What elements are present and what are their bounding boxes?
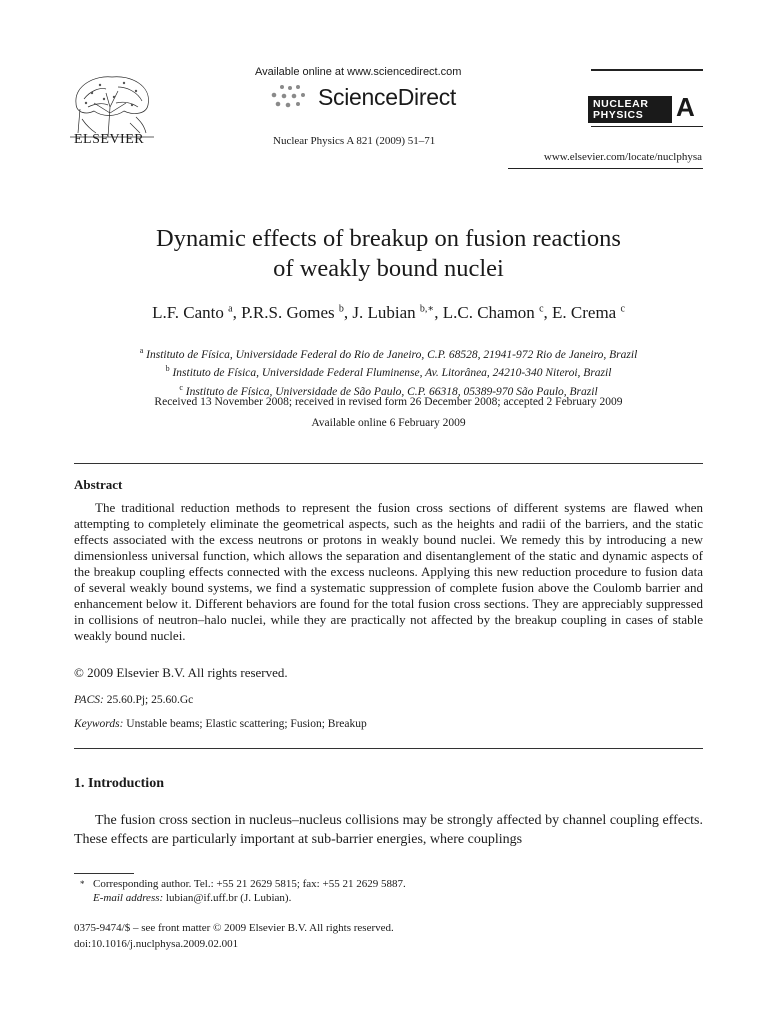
pacs-label: PACS: — [74, 694, 104, 706]
title-line-2: of weakly bound nuclei — [273, 255, 504, 282]
corresponding-author-info: Corresponding author. Tel.: +55 21 2629 5815; fax: +55 21 2629 5887. — [93, 878, 406, 890]
author-affiliation-mark: c — [620, 303, 625, 315]
affiliation-item — [74, 362, 703, 380]
author-name[interactable]: E. Crema — [552, 303, 617, 322]
keywords-list: Unstable beams; Elastic scattering; Fusion; Breakup — [123, 718, 367, 730]
sciencedirect-dots-icon — [268, 84, 312, 110]
author-separator: , — [343, 303, 353, 322]
affiliation-mark: b — [165, 364, 170, 374]
footnote-rule — [74, 873, 134, 874]
journal-reference: Nuclear Physics A 821 (2009) 51–71 — [273, 135, 436, 147]
abstract-body: The traditional reduction methods to represent the fusion cross sections of different systems are flawed when attempting to completely eliminate the geometrical aspects, such as the heights and radii of the barriers, and the static effects associated with the excess neutrons or protons in weakly bound nuclei. We remedy this by introducing a new dimensionless universal function, which allows the separation and disentanglement of the static and dynamic aspects of the breakup coupling effects connected with the excess nucleons. Applying this new reduction procedure to fusion data of several weakly bound systems, we find a systematic suppression of complete fusion above the Coulomb barrier and enhancement below it. Different behaviors are found for the total fusion cross sections. They are appreciably suppressed in collisions of neutron–halo nuclei, while they are practically not affected by the breakup coupling in cases of stable weakly bound nuclei. — [74, 500, 703, 643]
email-address-link[interactable]: lubian@if.uff.br (J. Lubian). — [163, 892, 292, 904]
pacs-line — [74, 694, 193, 706]
affiliation-list — [74, 344, 703, 399]
email-label: E-mail address: — [93, 892, 164, 904]
footnote-corresponding — [74, 877, 406, 905]
footnote-text — [93, 877, 406, 905]
received-dates: Received 13 November 2008; received in revised form 26 December 2008; accepted 2 February 2009 — [154, 396, 623, 408]
author-separator: , — [543, 303, 553, 322]
section-heading-introduction: 1. Introduction — [74, 776, 164, 791]
header-rule — [508, 168, 703, 169]
journal-logo-bottom-rule — [591, 126, 703, 127]
abstract-heading: Abstract — [74, 477, 123, 492]
author-name[interactable]: L.C. Chamon — [442, 303, 535, 322]
abstract-top-rule — [74, 463, 703, 464]
affiliation-text: Instituto de Física, Universidade de São Paulo, C.P. 66318, 05389-970 São Paulo, Brazil — [185, 385, 598, 398]
available-online-text: Available online at www.sciencedirect.com — [255, 66, 462, 78]
publisher-name: ELSEVIER — [74, 132, 145, 147]
journal-logo-box — [588, 96, 672, 123]
author-affiliation-mark: c — [539, 303, 544, 315]
journal-logo-line1: NUCLEAR — [593, 98, 649, 110]
title-line-1: Dynamic effects of breakup on fusion reactions — [156, 225, 621, 252]
author-separator: , — [434, 303, 443, 322]
author-affiliation-mark: b,∗ — [419, 303, 435, 315]
affiliation-mark: a — [139, 346, 144, 355]
author-list — [74, 303, 703, 323]
doi-link[interactable]: doi:10.1016/j.nuclphysa.2009.02.001 — [74, 938, 239, 950]
affiliation-item — [74, 344, 703, 362]
author-name[interactable]: P.R.S. Gomes — [241, 303, 335, 322]
front-matter-info — [74, 920, 394, 952]
keywords-label: Keywords: — [74, 718, 124, 730]
article-title — [74, 224, 703, 284]
pacs-codes: 25.60.Pj; 25.60.Gc — [103, 694, 194, 706]
journal-logo-top-rule — [591, 69, 703, 71]
introduction-paragraph: The fusion cross section in nucleus–nucleus collisions may be strongly affected by channel coupling effects. These effects are particularly important at sub-barrier energies, where couplings — [74, 813, 703, 847]
journal-logo-line2: PHYSICS — [593, 109, 644, 121]
author-name[interactable]: J. Lubian — [352, 303, 416, 322]
journal-url-link[interactable]: www.elsevier.com/locate/nuclphysa — [543, 151, 702, 163]
abstract-bottom-rule — [74, 748, 703, 749]
author-affiliation-mark: a — [228, 303, 233, 315]
footnote-star: * — [80, 879, 85, 889]
abstract-copyright: © 2009 Elsevier B.V. All rights reserved. — [74, 665, 288, 680]
author-separator: , — [232, 303, 242, 322]
issn-line: 0375-9474/$ – see front matter © 2009 Elsevier B.V. All rights reserved. — [74, 922, 394, 934]
journal-logo-letter: A — [676, 92, 695, 122]
affiliation-mark: c — [179, 382, 183, 392]
keywords-line — [74, 718, 367, 730]
available-online-date: Available online 6 February 2009 — [311, 417, 466, 429]
affiliation-text: Instituto de Física, Universidade Federal Fluminense, Av. Litorânea, 24210-340 Niteroi, Brazil — [172, 367, 612, 380]
author-name[interactable]: L.F. Canto — [152, 303, 224, 322]
affiliation-text: Instituto de Física, Universidade Federal do Rio de Janeiro, C.P. 68528, 21941-972 Rio de Janeiro, Brazil — [146, 348, 638, 361]
sciencedirect-wordmark: ScienceDirect — [318, 84, 456, 110]
author-affiliation-mark: b — [338, 303, 344, 315]
